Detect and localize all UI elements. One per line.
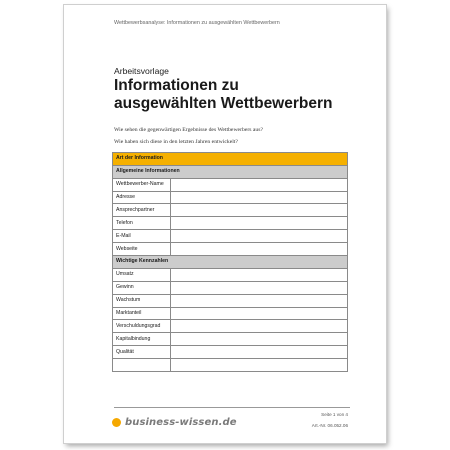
page-number: Seite 1 von 4 bbox=[321, 412, 348, 417]
table-row bbox=[113, 268, 348, 281]
table-row bbox=[113, 178, 348, 191]
value-cell[interactable] bbox=[171, 204, 348, 217]
value-cell[interactable] bbox=[171, 333, 348, 346]
competitor-info-table bbox=[112, 152, 348, 372]
value-cell[interactable] bbox=[171, 217, 348, 230]
running-header: Wettbewerbsanalyse: Informationen zu ausgewählten Wettbewerbern bbox=[114, 20, 280, 26]
row-label: Verschuldungsgrad bbox=[113, 320, 171, 333]
value-cell[interactable] bbox=[171, 191, 348, 204]
value-cell[interactable] bbox=[171, 346, 348, 359]
section-title: Wichtige Kennzahlen bbox=[113, 256, 348, 269]
value-cell[interactable] bbox=[171, 320, 348, 333]
table-row bbox=[113, 191, 348, 204]
section-title: Allgemeine Informationen bbox=[113, 165, 348, 178]
section-row bbox=[113, 256, 348, 269]
value-cell[interactable] bbox=[171, 359, 348, 372]
table-row bbox=[113, 294, 348, 307]
table-row bbox=[113, 346, 348, 359]
table-row bbox=[113, 217, 348, 230]
table-header-cell: Art der Information bbox=[113, 153, 348, 166]
table-row bbox=[113, 204, 348, 217]
brand-logo[interactable] bbox=[112, 415, 237, 429]
logo-dot-icon bbox=[112, 418, 121, 427]
document-title bbox=[114, 77, 374, 112]
value-cell[interactable] bbox=[171, 230, 348, 243]
value-cell[interactable] bbox=[171, 268, 348, 281]
document-page bbox=[64, 5, 386, 443]
table-row bbox=[113, 359, 348, 372]
footer-divider bbox=[114, 407, 350, 408]
document-title-line: Informationen zu bbox=[114, 77, 239, 94]
row-label: Qualität bbox=[113, 346, 171, 359]
question-text: Wie haben sich diese in den letzten Jahren entwickelt? bbox=[114, 139, 238, 145]
row-label: Kapitalbindung bbox=[113, 333, 171, 346]
row-label: Gewinn bbox=[113, 281, 171, 294]
row-label: Marktanteil bbox=[113, 307, 171, 320]
row-label: Ansprechpartner bbox=[113, 204, 171, 217]
row-label: Adresse bbox=[113, 191, 171, 204]
row-label: Umsatz bbox=[113, 268, 171, 281]
document-title-line: ausgewählten Wettbewerbern bbox=[114, 94, 333, 112]
logo-text: business-wissen.de bbox=[125, 416, 237, 428]
value-cell[interactable] bbox=[171, 281, 348, 294]
question-text: Wie sehen die gegenwärtigen Ergebnisse des Wettbewerbers aus? bbox=[114, 127, 263, 133]
row-label: Webseite bbox=[113, 243, 171, 256]
table-row bbox=[113, 307, 348, 320]
table-row bbox=[113, 333, 348, 346]
document-kicker: Arbeitsvorlage bbox=[114, 66, 169, 76]
row-label: E-Mail bbox=[113, 230, 171, 243]
table-row bbox=[113, 281, 348, 294]
article-number: Art.-Nr. 06.052.06 bbox=[311, 423, 348, 428]
value-cell[interactable] bbox=[171, 178, 348, 191]
table-row bbox=[113, 320, 348, 333]
value-cell[interactable] bbox=[171, 243, 348, 256]
row-label: Wettbewerber-Name bbox=[113, 178, 171, 191]
row-label bbox=[113, 359, 171, 372]
value-cell[interactable] bbox=[171, 307, 348, 320]
value-cell[interactable] bbox=[171, 294, 348, 307]
row-label: Wachstum bbox=[113, 294, 171, 307]
table-row bbox=[113, 230, 348, 243]
table-row bbox=[113, 243, 348, 256]
table-header-row bbox=[113, 153, 348, 166]
row-label: Telefon bbox=[113, 217, 171, 230]
section-row bbox=[113, 165, 348, 178]
